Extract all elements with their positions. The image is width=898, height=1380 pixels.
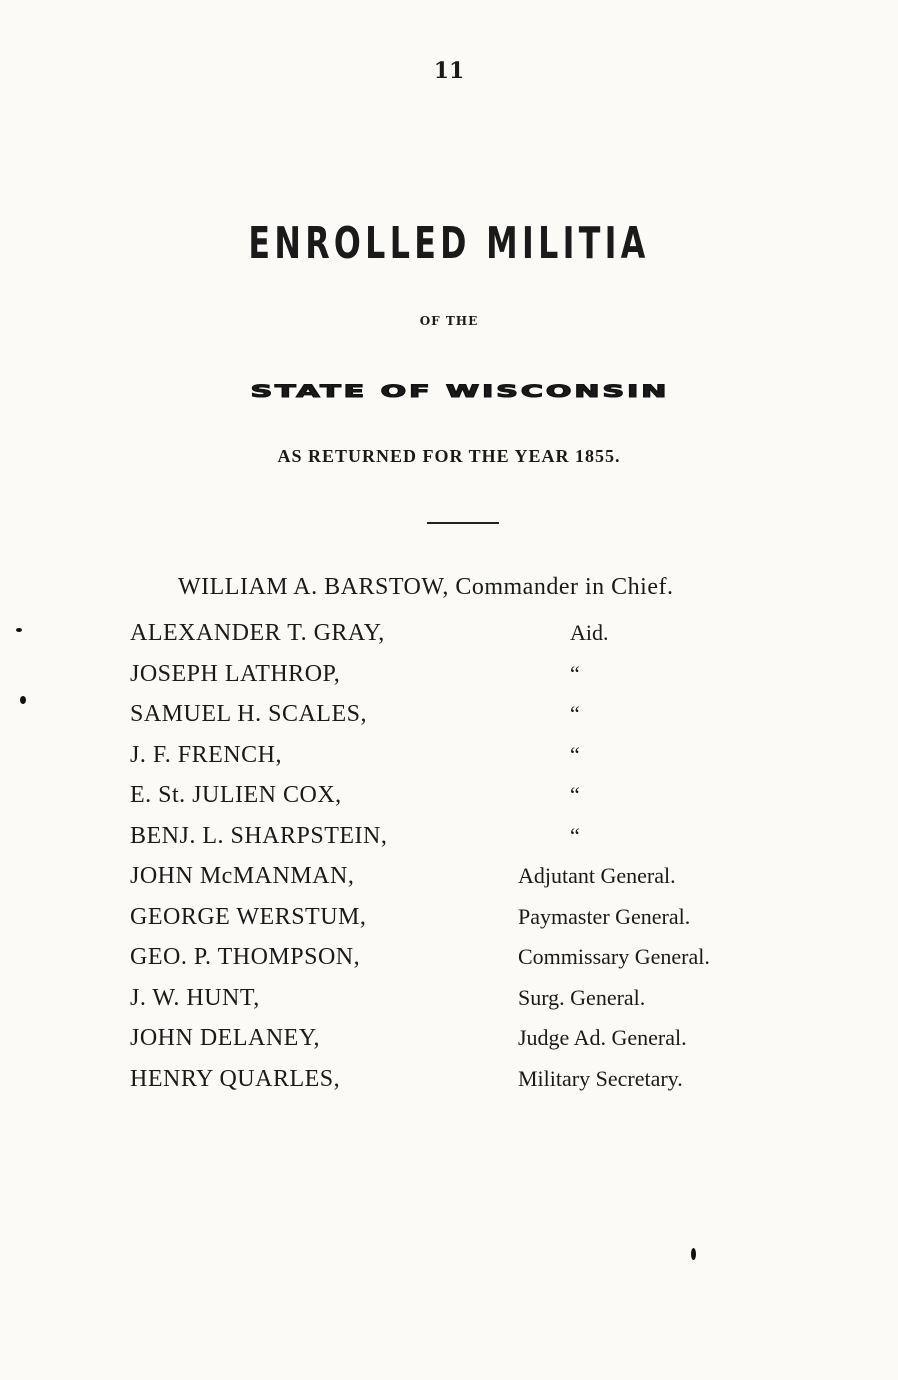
- roster-row: [130, 1025, 810, 1066]
- divider-rule: [427, 522, 499, 524]
- ink-speck: [16, 628, 22, 632]
- returned-subtitle: AS RETURNED FOR THE YEAR 1855.: [277, 446, 621, 466]
- officer-rank: Military Secretary.: [518, 1065, 683, 1091]
- officer-name: J. W. HUNT,: [130, 984, 260, 1011]
- officer-name: J. F. FRENCH,: [130, 741, 282, 768]
- of-the-label: OF THE: [419, 314, 479, 328]
- officer-rank: “: [570, 660, 580, 686]
- officer-rank: Paymaster General.: [518, 903, 691, 929]
- roster-row: [130, 904, 810, 945]
- page-number: 11: [433, 58, 465, 84]
- roster-row: [130, 1066, 810, 1107]
- ink-speck: [691, 1248, 696, 1260]
- roster-row: [130, 742, 810, 783]
- officer-rank: “: [570, 782, 580, 807]
- commander-in-chief: WILLIAM A. BARSTOW, Commander in Chief.: [178, 574, 674, 600]
- roster-row: [130, 823, 810, 864]
- roster-row: [130, 985, 810, 1026]
- officer-rank: Adjutant General.: [518, 863, 676, 888]
- officer-rank: Aid.: [570, 620, 609, 645]
- officer-rank: Judge Ad. General.: [518, 1025, 687, 1050]
- roster-row: [130, 701, 810, 742]
- officer-name: JOSEPH LATHROP,: [130, 660, 341, 687]
- officer-rank: “: [570, 701, 580, 726]
- officer-name: GEORGE WERSTUM,: [130, 903, 367, 930]
- officer-name: ALEXANDER T. GRAY,: [130, 620, 385, 646]
- roster-row: [130, 944, 810, 985]
- ink-speck: [20, 696, 26, 704]
- officer-name: JOHN DELANEY,: [130, 1025, 321, 1051]
- officer-rank: Commissary General.: [518, 944, 710, 969]
- officer-rank: Surg. General.: [518, 984, 646, 1010]
- officer-rank: “: [570, 822, 580, 848]
- officer-name: BENJ. L. SHARPSTEIN,: [130, 822, 388, 849]
- officer-name: SAMUEL H. SCALES,: [130, 701, 367, 727]
- page-title: ENROLLED MILITIA: [248, 218, 650, 269]
- roster-list: [130, 620, 810, 1106]
- officer-name: E. St. JULIEN COX,: [130, 782, 342, 808]
- roster-row: [130, 782, 810, 823]
- officer-name: GEO. P. THOMPSON,: [130, 944, 361, 970]
- roster-row: [130, 620, 810, 661]
- officer-name: HENRY QUARLES,: [130, 1065, 341, 1092]
- state-heading: STATE OF WISCONSIN: [250, 382, 670, 402]
- roster-row: [130, 661, 810, 702]
- officer-rank: “: [570, 741, 580, 767]
- officer-name: JOHN McMANMAN,: [130, 863, 355, 889]
- roster-row: [130, 863, 810, 904]
